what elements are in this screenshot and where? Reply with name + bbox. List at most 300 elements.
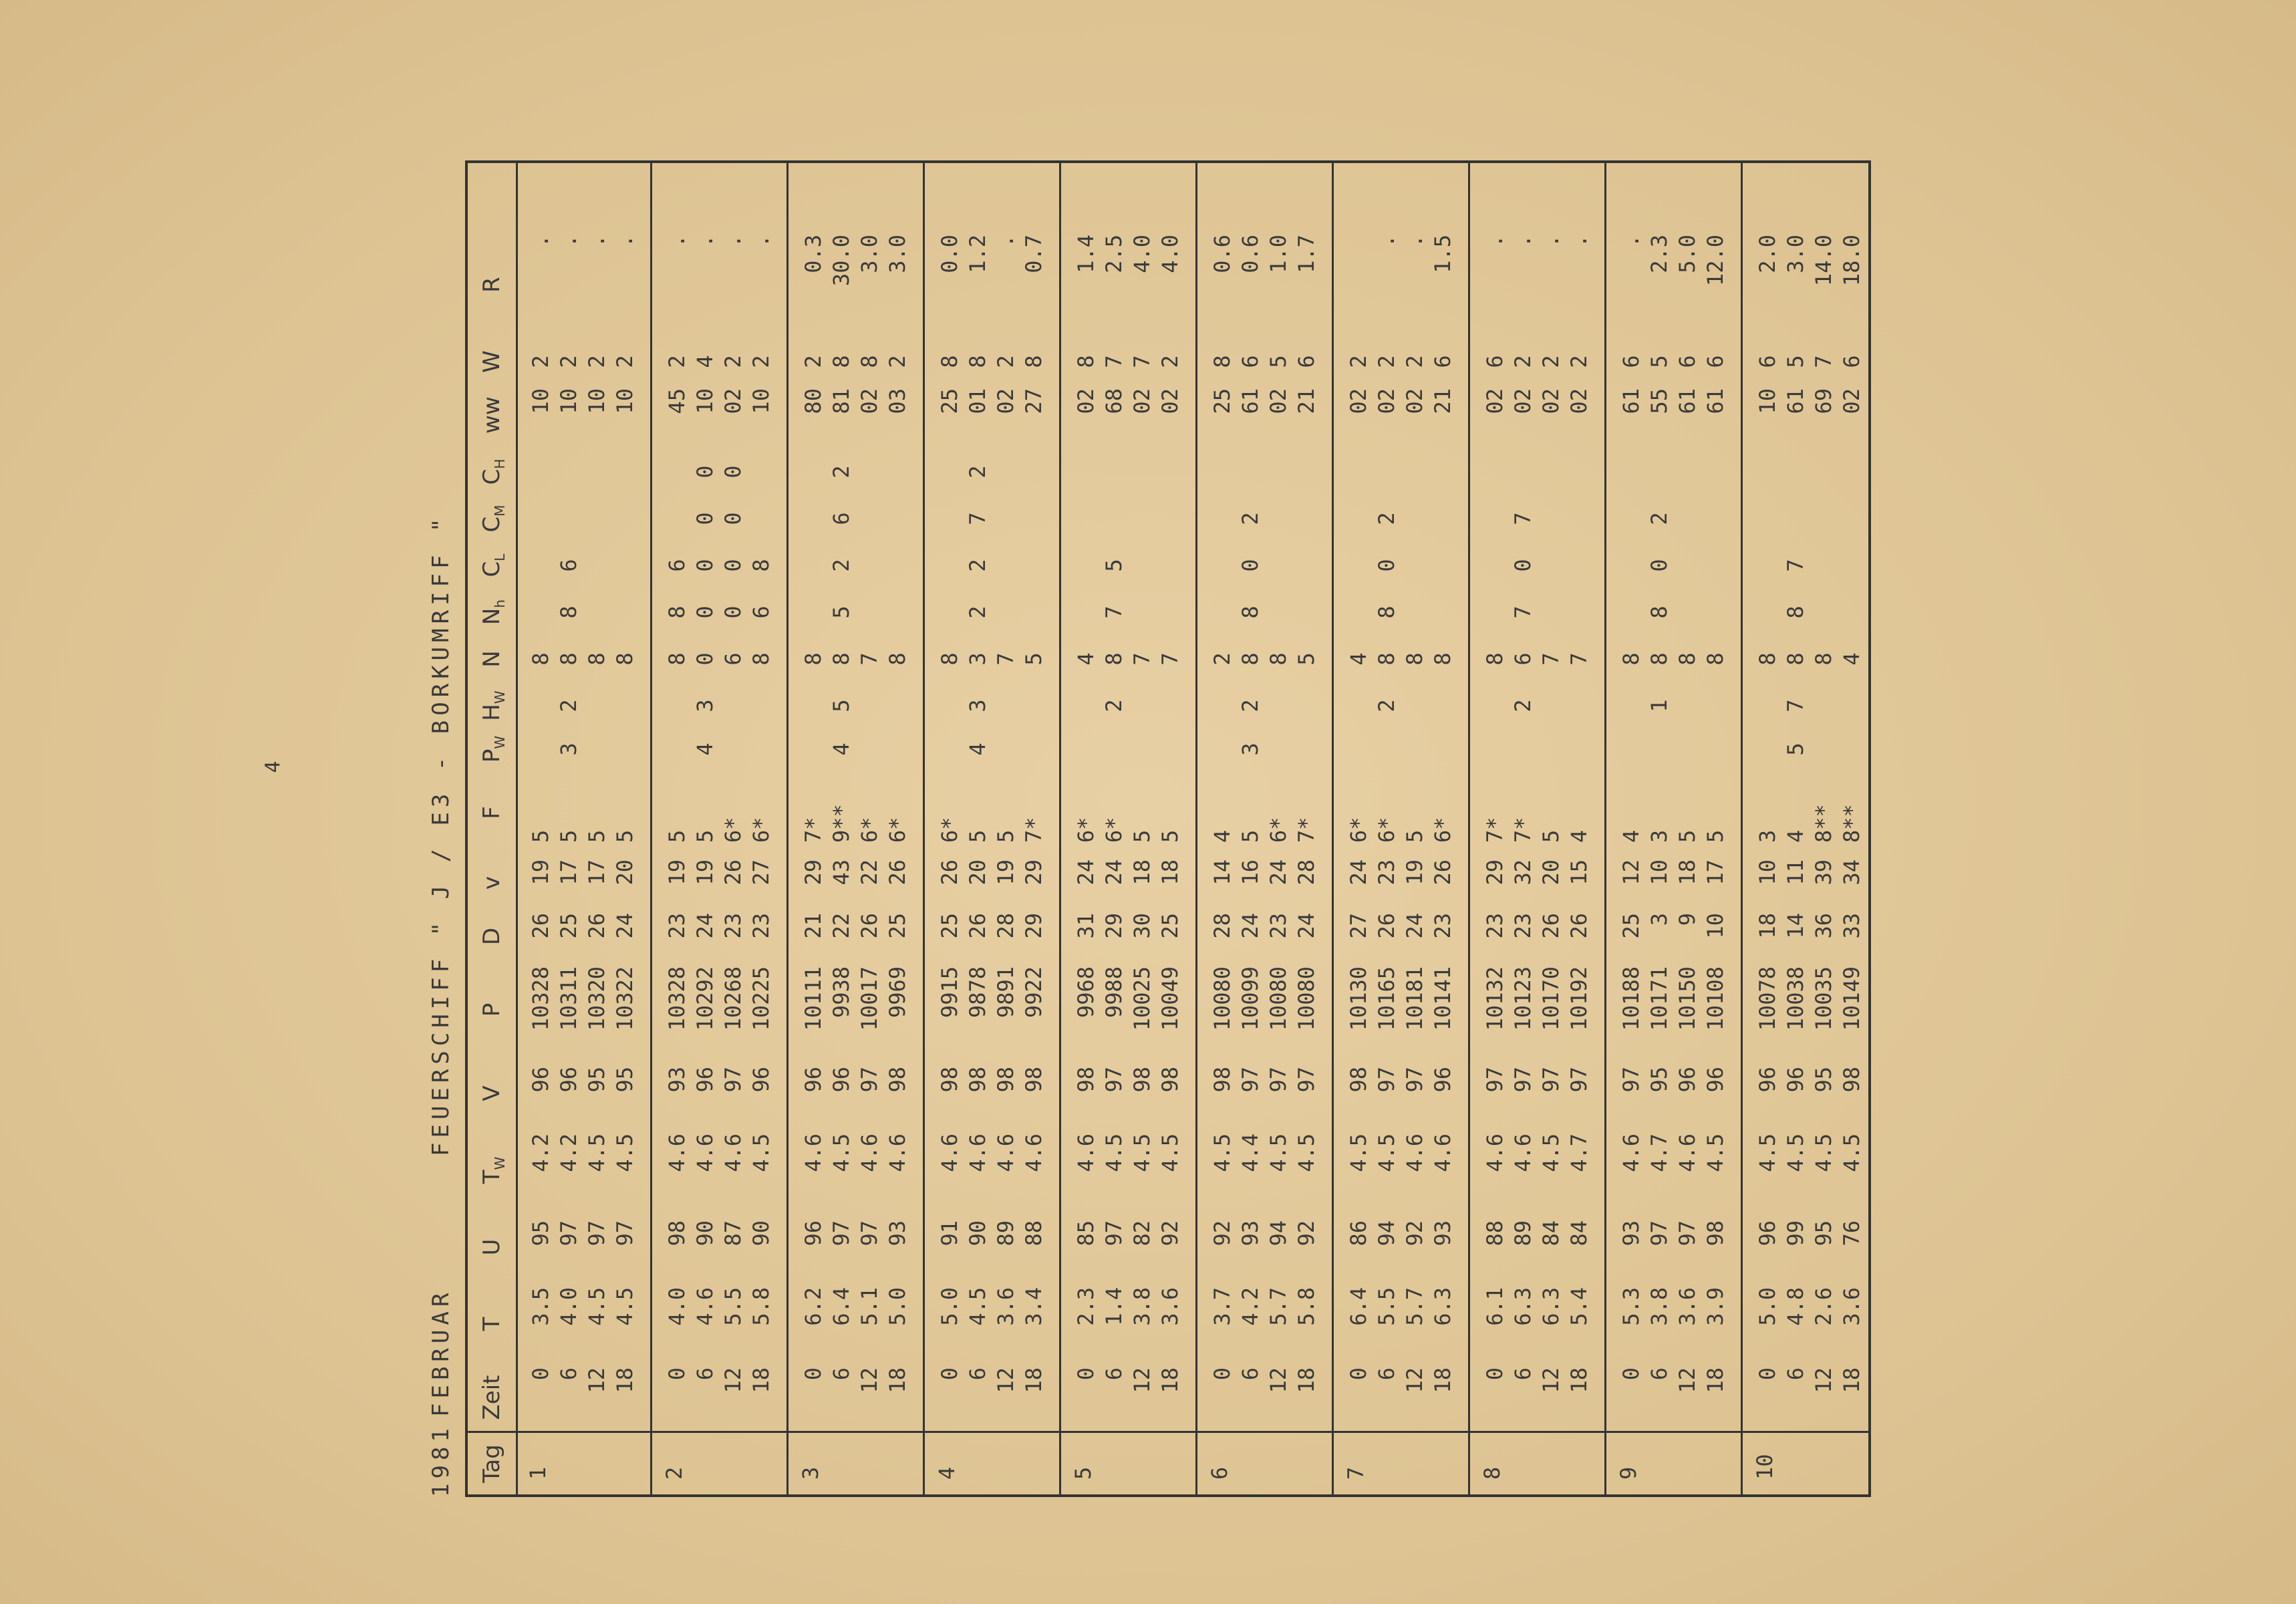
table-row: [611, 163, 639, 1494]
cell-pw: [1509, 729, 1537, 769]
cell-t: 3.6: [1675, 1287, 1700, 1326]
cell-p: 9969: [885, 966, 910, 1019]
cell-v: 19: [993, 859, 1018, 886]
column-header-w: [468, 342, 516, 382]
cell-v: 26: [1430, 859, 1455, 886]
cell-r: .: [748, 235, 774, 248]
cell-tw: 4.5: [1839, 1133, 1864, 1172]
cell-tw: 4.2: [556, 1133, 581, 1172]
cell-pw: [611, 729, 639, 769]
cell-v: 96: [801, 1067, 826, 1093]
cell-zeit: 0: [1755, 1367, 1780, 1381]
cell-w: 6: [1430, 355, 1455, 368]
cell-w: 8: [1073, 355, 1099, 368]
cell-t: 3.8: [1129, 1287, 1155, 1326]
cell-pw: [1020, 729, 1048, 769]
cell-p: 10099: [1238, 966, 1263, 1031]
cell-v: 24: [1101, 859, 1127, 886]
cell-cl: 0: [1646, 559, 1672, 572]
cell-u: 89: [993, 1220, 1018, 1246]
cell-ww: 61: [1783, 388, 1808, 414]
cell-pw: 3: [1238, 743, 1263, 756]
cell-zeit: 6: [1783, 1367, 1808, 1381]
cell-zeit: 12: [1129, 1367, 1155, 1393]
cell-v: 97: [1294, 1067, 1319, 1093]
table-row: [1617, 163, 1645, 1494]
cell-hw: 3: [692, 699, 718, 712]
cell-v: 26: [720, 859, 746, 886]
column-header-pw: [468, 729, 516, 769]
cell-cm: 7: [1510, 512, 1536, 525]
cell-f: 5: [664, 829, 690, 843]
cell-cm: [1156, 499, 1184, 539]
cell-v: 97: [1101, 1067, 1127, 1093]
cell-hw: [1292, 686, 1320, 726]
cell-zeit: 0: [1346, 1367, 1371, 1381]
cell-hw: 2: [556, 699, 581, 712]
cell-nh: [1838, 592, 1866, 632]
cell-f: 6*: [1073, 817, 1099, 843]
cell-cm: [1537, 499, 1565, 539]
cell-cl: 0: [720, 559, 746, 572]
cell-r: 2.3: [1646, 235, 1672, 273]
cell-ch: [1236, 452, 1264, 492]
column-header-v: [468, 1067, 516, 1120]
cell-r: .: [1402, 235, 1427, 248]
cell-pw: 5: [1783, 743, 1808, 756]
column-header-subscript: W: [491, 1156, 508, 1170]
cell-u: 97: [612, 1220, 637, 1246]
cell-r: .: [1566, 235, 1592, 248]
cell-w: 2: [528, 355, 553, 368]
cell-v: 23: [1374, 859, 1399, 886]
cell-nh: 0: [692, 606, 718, 619]
cell-v: 95: [612, 1067, 637, 1093]
cell-u: 90: [692, 1220, 718, 1246]
cell-t: 5.7: [1266, 1287, 1291, 1326]
cell-n: 6: [720, 652, 746, 666]
cell-ch: [1401, 452, 1429, 492]
cell-t: 5.5: [720, 1287, 746, 1326]
cell-nh: 8: [1238, 606, 1263, 619]
cell-zeit: 0: [801, 1367, 826, 1381]
cell-ch: [855, 452, 883, 492]
cell-f: 7*: [1294, 817, 1319, 843]
cell-pw: [1292, 729, 1320, 769]
cell-pw: [663, 729, 691, 769]
cell-pw: [883, 729, 911, 769]
cell-tw: 4.6: [1430, 1133, 1455, 1172]
cell-n: 8: [1811, 652, 1836, 666]
cell-tw: 4.6: [1510, 1133, 1536, 1172]
cell-p: 10080: [1209, 966, 1235, 1031]
column-header-label: C: [478, 516, 505, 533]
cell-v: 97: [1510, 1067, 1536, 1093]
cell-hw: 2: [1101, 699, 1127, 712]
cell-tw: 4.5: [1101, 1133, 1127, 1172]
cell-f: 5: [556, 829, 581, 843]
day-tag: 7: [1343, 1466, 1369, 1480]
cell-t: 4.6: [692, 1287, 718, 1326]
cell-t: 3.4: [1021, 1287, 1046, 1326]
cell-t: 4.5: [584, 1287, 609, 1326]
cell-d: 36: [1811, 913, 1836, 939]
cell-ww: 02: [1157, 388, 1183, 414]
cell-p: 10320: [584, 966, 609, 1031]
table-row: [747, 163, 775, 1494]
cell-u: 86: [1346, 1220, 1371, 1246]
cell-w: 2: [1374, 355, 1399, 368]
cell-f: 6*: [748, 817, 774, 843]
cell-f: 5: [1675, 829, 1700, 843]
cell-zeit: 6: [1510, 1367, 1536, 1381]
cell-cm: [1673, 499, 1701, 539]
cell-r: 0.6: [1209, 235, 1235, 273]
cell-w: 8: [1021, 355, 1046, 368]
cell-v: 39: [1811, 859, 1836, 886]
cell-d: 23: [1482, 913, 1508, 939]
cell-d: 23: [1430, 913, 1455, 939]
cell-v: 96: [748, 1067, 774, 1093]
cell-tw: 4.6: [1073, 1133, 1099, 1172]
cell-v: 95: [584, 1067, 609, 1093]
cell-hw: 2: [1510, 699, 1536, 712]
cell-v: 98: [1021, 1067, 1046, 1093]
cell-nh: [1810, 592, 1838, 632]
cell-p: 10130: [1346, 966, 1371, 1031]
cell-d: 24: [612, 913, 637, 939]
cell-u: 93: [885, 1220, 910, 1246]
cell-pw: [1429, 729, 1457, 769]
cell-r: 4.0: [1129, 235, 1155, 273]
cell-u: 98: [1703, 1220, 1728, 1246]
cell-r: [1344, 235, 1373, 335]
cell-zeit: 0: [664, 1367, 690, 1381]
cell-p: 9891: [993, 966, 1018, 1019]
cell-t: 2.3: [1073, 1287, 1099, 1326]
cell-p: 10311: [556, 966, 581, 1031]
cell-f: 7*: [1021, 817, 1046, 843]
cell-zeit: 6: [829, 1367, 854, 1381]
cell-cm: 0: [692, 512, 718, 525]
cell-nh: [1481, 592, 1509, 632]
cell-f: 6*: [1101, 817, 1127, 843]
cell-t: 6.3: [1510, 1287, 1536, 1326]
cell-tw: 4.5: [829, 1133, 854, 1172]
column-header-tag: [468, 1433, 516, 1494]
cell-f: 8**: [1811, 804, 1836, 843]
column-header-row: [468, 163, 518, 1494]
cell-zeit: 6: [1101, 1367, 1127, 1381]
cell-n: 5: [1294, 652, 1319, 666]
table-row: [1673, 163, 1701, 1494]
cell-p: 10292: [692, 966, 718, 1031]
cell-cl: [992, 545, 1020, 585]
cell-cm: [992, 499, 1020, 539]
cell-hw: [1753, 686, 1781, 726]
cell-pw: 4: [829, 743, 854, 756]
cell-w: 6: [1755, 355, 1780, 368]
cell-t: 4.2: [1238, 1287, 1263, 1326]
cell-u: 89: [1510, 1220, 1536, 1246]
cell-hw: [583, 686, 611, 726]
cell-w: 6: [1703, 355, 1728, 368]
column-header-d: [468, 913, 516, 960]
cell-n: 8: [801, 652, 826, 666]
cell-u: 97: [1646, 1220, 1672, 1246]
cell-w: 5: [1266, 355, 1291, 368]
cell-v: 97: [1482, 1067, 1508, 1093]
cell-d: 29: [1101, 913, 1127, 939]
cell-u: 94: [1374, 1220, 1399, 1246]
cell-p: 10322: [612, 966, 637, 1031]
cell-ch: 2: [965, 465, 990, 479]
cell-zeit: 6: [556, 1367, 581, 1381]
cell-nh: [1429, 592, 1457, 632]
table-row: [1236, 163, 1264, 1494]
cell-v: 96: [1755, 1067, 1780, 1093]
cell-r: 1.0: [1266, 235, 1291, 273]
cell-f: 8**: [1839, 804, 1864, 843]
cell-n: 8: [1101, 652, 1127, 666]
observation-table: [465, 160, 1871, 1497]
cell-tw: 4.5: [584, 1133, 609, 1172]
cell-cm: [1838, 499, 1866, 539]
cell-tw: 4.6: [1675, 1133, 1700, 1172]
cell-cl: [1481, 545, 1509, 585]
cell-ww: 61: [1703, 388, 1728, 414]
cell-n: 0: [692, 652, 718, 666]
cell-v: 27: [748, 859, 774, 886]
cell-r: 1.7: [1294, 235, 1319, 273]
cell-ww: 81: [829, 388, 854, 414]
cell-pw: [855, 729, 883, 769]
cell-cl: 0: [1510, 559, 1536, 572]
cell-r: .: [692, 235, 718, 248]
cell-cm: [1781, 499, 1810, 539]
cell-p: 10268: [720, 966, 746, 1031]
column-header-f: [468, 783, 516, 843]
cell-zeit: 6: [1374, 1367, 1399, 1381]
cell-u: 95: [528, 1220, 553, 1246]
table-row: [964, 163, 992, 1494]
cell-v: 96: [1703, 1067, 1728, 1093]
table-row: [663, 163, 691, 1494]
cell-nh: 8: [1374, 606, 1399, 619]
column-header-label: v: [478, 876, 505, 890]
cell-ch: [799, 452, 827, 492]
cell-u: 90: [748, 1220, 774, 1246]
cell-tw: 4.5: [1209, 1133, 1235, 1172]
table-row: [855, 163, 883, 1494]
cell-d: 29: [1021, 913, 1046, 939]
cell-t: 4.8: [1783, 1287, 1808, 1326]
cell-v: 20: [965, 859, 990, 886]
cell-n: 7: [1566, 652, 1592, 666]
cell-w: 8: [857, 355, 882, 368]
header-title: FEUERSCHIFF " J / E3 - BORKUMRIFF ": [428, 513, 454, 1156]
cell-ch: [1810, 452, 1838, 492]
table-row: [1344, 163, 1373, 1494]
cell-zeit: 12: [993, 1367, 1018, 1393]
cell-ch: [1673, 452, 1701, 492]
cell-n: 4: [1346, 652, 1371, 666]
cell-d: 10: [1703, 913, 1728, 939]
cell-ww: 10: [1755, 388, 1780, 414]
cell-d: 25: [885, 913, 910, 939]
cell-v: 98: [1209, 1067, 1235, 1093]
cell-pw: [1810, 729, 1838, 769]
cell-ww: 02: [1538, 388, 1564, 414]
cell-pw: [719, 729, 747, 769]
cell-cm: [583, 499, 611, 539]
cell-cm: [1292, 499, 1320, 539]
cell-pw: [936, 729, 964, 769]
day-tag: 3: [798, 1466, 823, 1480]
cell-ch: [1020, 452, 1048, 492]
cell-p: 9915: [937, 966, 962, 1019]
cell-d: 31: [1073, 913, 1099, 939]
cell-ww: 80: [801, 388, 826, 414]
cell-zeit: 0: [937, 1367, 962, 1381]
cell-ch: [1645, 452, 1673, 492]
cell-ch: [883, 452, 911, 492]
cell-v: 24: [1073, 859, 1099, 886]
cell-nh: [1537, 592, 1565, 632]
cell-v: 96: [528, 1067, 553, 1093]
cell-v: 96: [692, 1067, 718, 1093]
cell-v: 19: [664, 859, 690, 886]
cell-p: 10225: [748, 966, 774, 1031]
cell-ch: 2: [829, 465, 854, 479]
cell-p: 10078: [1755, 966, 1780, 1031]
cell-u: 87: [720, 1220, 746, 1246]
cell-nh: [1344, 592, 1373, 632]
cell-t: 5.0: [885, 1287, 910, 1326]
cell-d: 28: [1209, 913, 1235, 939]
cell-r: 12.0: [1703, 235, 1728, 287]
day-block: [1606, 163, 1743, 1494]
cell-hw: [1128, 686, 1156, 726]
cell-n: 8: [829, 652, 854, 666]
cell-ch: [555, 452, 583, 492]
cell-w: 7: [1129, 355, 1155, 368]
cell-w: 2: [556, 355, 581, 368]
cell-ch: [936, 452, 964, 492]
cell-d: 23: [1510, 913, 1536, 939]
cell-u: 97: [556, 1220, 581, 1246]
cell-v: 22: [857, 859, 882, 886]
table-row: [719, 163, 747, 1494]
cell-nh: 8: [1783, 606, 1808, 619]
cell-t: 6.4: [829, 1287, 854, 1326]
column-header-tw: [468, 1133, 516, 1207]
cell-f: 5: [692, 829, 718, 843]
cell-w: 6: [1839, 355, 1864, 368]
column-header-subscript: L: [491, 553, 508, 561]
column-header-label: P: [478, 749, 505, 763]
cell-d: 26: [1566, 913, 1592, 939]
table-row: [1401, 163, 1429, 1494]
cell-r: .: [584, 235, 609, 248]
cell-n: 5: [1021, 652, 1046, 666]
cell-hw: [1264, 686, 1292, 726]
cell-zeit: 6: [692, 1367, 718, 1381]
cell-v: 98: [885, 1067, 910, 1093]
cell-cl: [1208, 545, 1236, 585]
cell-zeit: 18: [1021, 1367, 1046, 1393]
cell-n: 2: [1209, 652, 1235, 666]
cell-p: 10035: [1811, 966, 1836, 1031]
cell-f: 5: [1238, 829, 1263, 843]
cell-tw: 4.5: [1783, 1133, 1808, 1172]
cell-tw: 4.6: [1618, 1133, 1644, 1172]
day-block: [1743, 163, 1879, 1494]
day-block: [1470, 163, 1606, 1494]
cell-v: 24: [1266, 859, 1291, 886]
cell-hw: [1838, 686, 1866, 726]
cell-v: 95: [1811, 1067, 1836, 1093]
column-header-subscript: h: [491, 599, 508, 608]
cell-u: 93: [1238, 1220, 1263, 1246]
day-tag: 5: [1070, 1466, 1096, 1480]
cell-tw: 4.6: [993, 1133, 1018, 1172]
table-row: [1292, 163, 1320, 1494]
column-header-r: [468, 235, 516, 335]
cell-nh: [1673, 592, 1701, 632]
cell-d: 25: [1618, 913, 1644, 939]
cell-nh: [1401, 592, 1429, 632]
cell-r: 30.0: [829, 235, 854, 287]
cell-nh: 7: [1101, 606, 1127, 619]
cell-f: 5: [584, 829, 609, 843]
cell-w: 2: [1157, 355, 1183, 368]
cell-w: 8: [965, 355, 990, 368]
cell-pw: 3: [556, 743, 581, 756]
cell-u: 88: [1482, 1220, 1508, 1246]
cell-hw: [1401, 686, 1429, 726]
cell-tw: 4.7: [1566, 1133, 1592, 1172]
cell-u: 92: [1294, 1220, 1319, 1246]
cell-t: 2.6: [1811, 1287, 1836, 1326]
table-row: [1701, 163, 1729, 1494]
cell-ww: 10: [612, 388, 637, 414]
cell-ch: [1072, 452, 1100, 492]
cell-f: 3: [1755, 829, 1780, 843]
cell-cm: [936, 499, 964, 539]
cell-n: 7: [1538, 652, 1564, 666]
table-row: [883, 163, 911, 1494]
cell-d: 23: [748, 913, 774, 939]
cell-r: 0.6: [1238, 235, 1263, 273]
cell-n: 8: [1374, 652, 1399, 666]
cell-ww: 61: [1675, 388, 1700, 414]
cell-v: 29: [1482, 859, 1508, 886]
cell-pw: [583, 729, 611, 769]
cell-tw: 4.5: [1294, 1133, 1319, 1172]
cell-nh: [936, 592, 964, 632]
cell-pw: [1537, 729, 1565, 769]
cell-nh: 0: [720, 606, 746, 619]
cell-cm: [1128, 499, 1156, 539]
cell-v: 98: [993, 1067, 1018, 1093]
cell-zeit: 18: [885, 1367, 910, 1393]
cell-r: .: [720, 235, 746, 248]
cell-v: 98: [1157, 1067, 1183, 1093]
day-tag: 4: [934, 1466, 960, 1480]
cell-zeit: 18: [1430, 1367, 1455, 1393]
cell-r: .: [528, 235, 553, 248]
